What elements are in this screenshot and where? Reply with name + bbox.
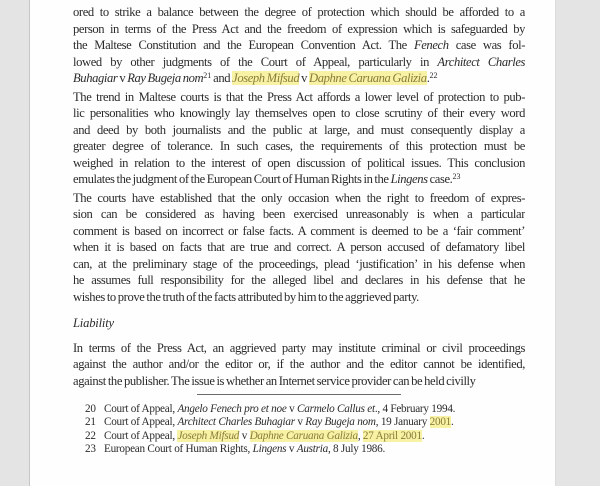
footnote-row xyxy=(85,416,525,429)
text-run: , xyxy=(357,429,363,442)
text-run: Angelo Fenech pro et noe xyxy=(177,403,287,415)
text-run: Buhagiar xyxy=(73,71,118,85)
text-line xyxy=(73,356,525,373)
text-run: Court of Appeal, xyxy=(104,429,178,442)
footnote-text xyxy=(99,443,385,456)
footnote-number: 23 xyxy=(85,442,96,455)
text-run: , 8 July 1986. xyxy=(327,442,386,455)
text-run: wishes to prove the truth of the facts attributed by him to the aggrieved party. xyxy=(73,289,419,304)
footnote-text xyxy=(99,430,424,443)
text-run: Court of Appeal, xyxy=(104,416,178,429)
left-page-margin xyxy=(0,0,29,486)
text-run: weighed in relation to the interest of open discussion of political issues. This conclusion xyxy=(73,155,525,170)
text-run: Ray Bugeja nom xyxy=(305,416,376,429)
text-run: lic personalities who knowingly lay themselves open to close scrutiny of their every word xyxy=(73,106,525,120)
text-run: Austria xyxy=(296,442,328,455)
right-page-margin xyxy=(556,0,600,486)
text-run: . xyxy=(421,429,425,442)
footnote-row xyxy=(85,443,525,456)
text-run: lowed by other judgments of the Court of Appeal, particularly in xyxy=(73,54,438,69)
footnote-number: 21 xyxy=(85,416,96,429)
body-paragraph-2 xyxy=(73,89,525,188)
search-highlight: Daphne Caruana Galizia xyxy=(249,429,358,442)
search-highlight: 2001 xyxy=(429,416,452,429)
text-line xyxy=(73,223,525,240)
text-run: The trend in Maltese courts is that the Press Act affords a lower level of protection to pub- xyxy=(73,89,525,104)
text-column xyxy=(73,4,525,456)
body-paragraph-3 xyxy=(73,190,525,306)
text-run: v xyxy=(286,442,297,455)
text-run: case. xyxy=(427,172,453,186)
text-run: . xyxy=(426,71,430,85)
body-paragraph-4 xyxy=(73,340,525,390)
text-run: against the author and/or the editor or, if the author and the editor cannot be identified, xyxy=(73,357,525,371)
text-line xyxy=(73,171,525,188)
text-line xyxy=(73,21,525,38)
text-run: Fenech xyxy=(413,38,449,52)
text-run: In terms of the Press Act, an aggrieved party may institute criminal or civil proceedings xyxy=(73,340,525,355)
text-run: case was fol- xyxy=(448,38,525,52)
text-run: Lingens xyxy=(252,442,287,455)
text-run: and deed by both journalists and the public at large, and must consequently display a xyxy=(73,122,525,137)
footnote-reference: 23 xyxy=(452,171,461,181)
text-line xyxy=(73,206,525,223)
body-paragraph-1 xyxy=(73,4,525,87)
text-line xyxy=(73,190,525,207)
text-run: the Maltese Constitution and the European Convention Act. The xyxy=(73,38,414,52)
text-line xyxy=(73,272,525,289)
text-line xyxy=(73,70,525,87)
text-run: greater degree of tolerance. In such cases, the requirements of this protection must be xyxy=(73,139,525,153)
document-page xyxy=(29,0,556,486)
text-line xyxy=(73,89,525,106)
text-run: when it is based on facts that are true and correct. A person accused of defamatory libel xyxy=(73,240,525,254)
liability-section-heading: Liability xyxy=(73,316,114,330)
footnote-text xyxy=(99,403,455,416)
text-run: . xyxy=(451,416,454,429)
text-run: ored to strike a balance between the degree of protection which should be afforded to a xyxy=(73,5,525,19)
text-run: Architect Charles Buhagiar xyxy=(177,416,295,429)
footnote-row xyxy=(85,403,525,416)
footnote-number: 22 xyxy=(85,429,96,442)
footnote-separator-rule xyxy=(197,394,401,395)
text-run: Lingens xyxy=(390,172,428,186)
text-run: comment is based on incorrect or false facts. A comment is deemed to be a ‘fair comment’ xyxy=(73,223,525,238)
text-line xyxy=(73,373,525,390)
text-run: v xyxy=(299,71,310,85)
footnote-row xyxy=(85,430,525,443)
text-run: Court of Appeal, xyxy=(104,403,178,415)
search-highlight: Joseph Mifsud xyxy=(232,71,300,85)
footnote-reference: 22 xyxy=(429,70,438,80)
text-line xyxy=(73,155,525,172)
text-line xyxy=(73,340,525,357)
text-run: against the publisher. The issue is whether an Internet service provider can be held civilly xyxy=(73,373,476,388)
text-run: v xyxy=(239,429,250,442)
text-line xyxy=(73,239,525,256)
text-line xyxy=(73,256,525,273)
text-run: he assumes full responsibility for the alleged libel and declares in his defense that he xyxy=(73,273,525,287)
text-line xyxy=(73,4,525,21)
text-run: Ray Bugeja nom xyxy=(127,71,204,85)
text-line xyxy=(73,37,525,54)
text-run: European Court of Human Rights, xyxy=(104,442,253,455)
text-run: v xyxy=(286,403,298,415)
text-run: person in terms of the Press Act and the freedom of expression which is safeguarded by xyxy=(73,21,525,36)
footnote-reference: 21 xyxy=(203,70,212,80)
text-run: v xyxy=(117,71,128,85)
text-line xyxy=(73,289,525,306)
search-highlight: Daphne Caruana Galizia xyxy=(309,71,427,85)
text-run: , 19 January xyxy=(375,416,430,429)
text-run: emulates the judgment of the European Court of Human Rights in the xyxy=(73,172,391,186)
text-run: Architect Charles xyxy=(437,54,525,69)
text-run: The courts have established that the only occasion when the right to freedom of expres- xyxy=(73,190,525,205)
text-run: sion can be considered as having been exercised unreasonably is when a particular xyxy=(73,207,525,221)
text-run: Carmelo Callus et xyxy=(297,403,375,415)
text-line xyxy=(73,138,525,155)
footnote-list xyxy=(85,403,525,456)
text-line xyxy=(73,122,525,139)
text-line xyxy=(73,105,525,122)
text-run: v xyxy=(294,416,306,429)
footnote-number: 20 xyxy=(85,403,96,415)
text-run: and xyxy=(211,71,233,85)
search-highlight: Joseph Mifsud xyxy=(177,429,240,442)
footnote-text xyxy=(99,416,454,429)
search-highlight: 27 April 2001 xyxy=(362,429,422,442)
text-run: can, at the preliminary stage of the proceedings, plead ‘justification’ in his defense when xyxy=(73,256,525,271)
text-line xyxy=(73,54,525,71)
text-run: ., 4 February 1994. xyxy=(374,403,456,415)
